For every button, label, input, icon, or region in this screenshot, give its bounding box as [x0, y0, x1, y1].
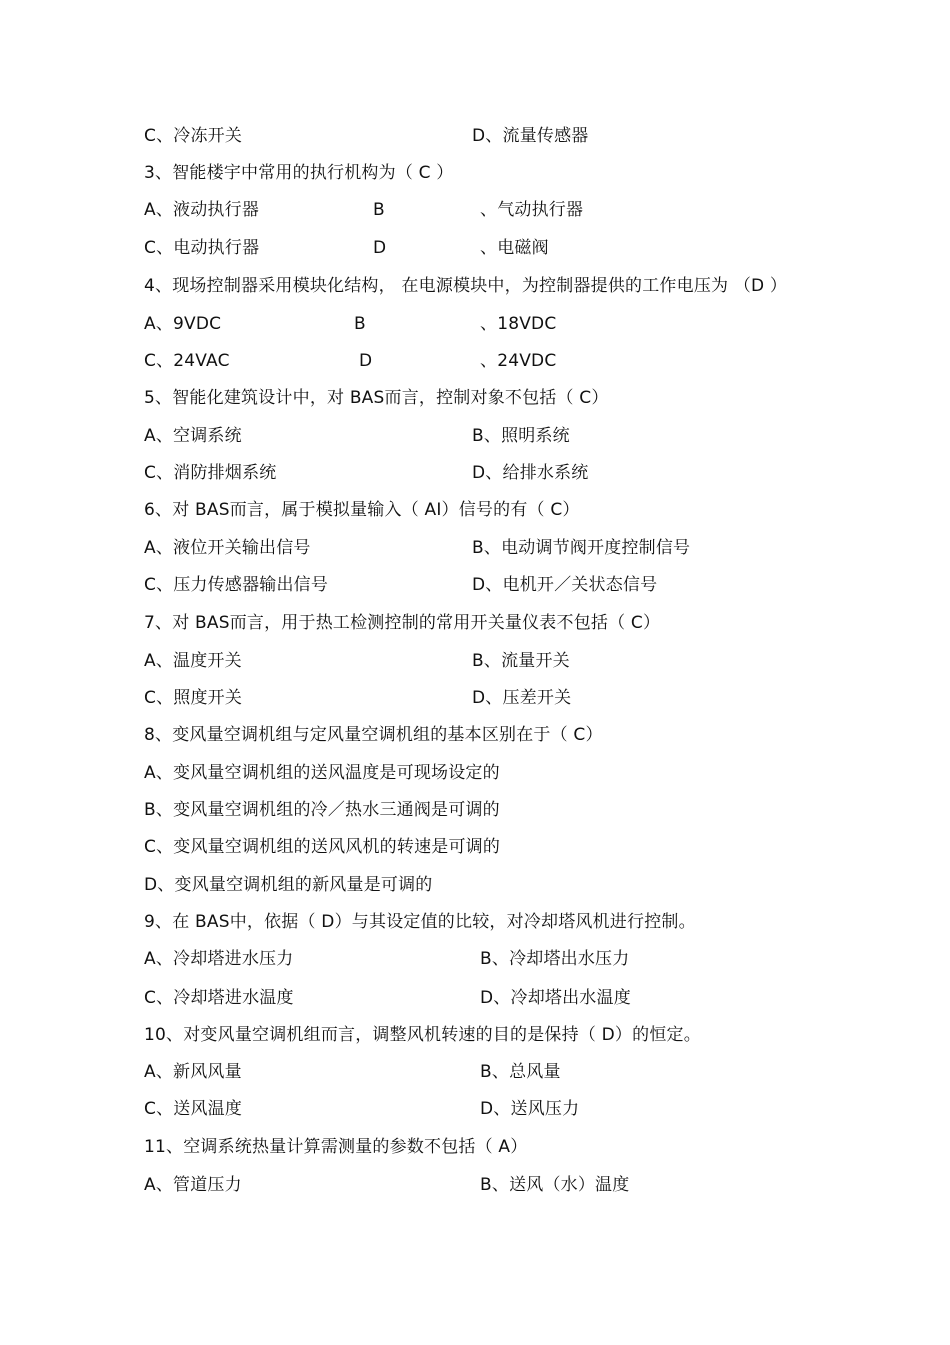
- option-b-text-q3: 、气动执行器: [480, 200, 584, 220]
- option-c-q7: C、照度开关: [144, 688, 243, 708]
- option-a-q7: A、温度开关: [144, 651, 242, 671]
- option-a-q9: A、冷却塔进水压力: [144, 949, 294, 969]
- question-5: 5、智能化建筑设计中，对 BAS而言，控制对象不包括（ C）: [144, 388, 609, 408]
- option-a-q8: A、变风量空调机组的送风温度是可现场设定的: [144, 763, 500, 783]
- question-3: 3、智能楼宇中常用的执行机构为（ C ）: [144, 163, 454, 183]
- option-c-q8: C、变风量空调机组的送风风机的转速是可调的: [144, 837, 501, 857]
- option-c-q4: C、24VAC: [144, 351, 230, 371]
- question-7: 7、对 BAS而言，用于热工检测控制的常用开关量仪表不包括（ C）: [144, 613, 661, 633]
- option-a-q6: A、液位开关输出信号: [144, 538, 311, 558]
- option-d-q10: D、送风压力: [480, 1099, 580, 1119]
- option-b-q5: B、照明系统: [472, 426, 570, 446]
- option-d-q7: D、压差开关: [472, 688, 572, 708]
- option-b-letter-q4: B: [354, 314, 366, 334]
- option-d-q8: D、变风量空调机组的新风量是可调的: [144, 875, 433, 895]
- question-4: 4、现场控制器采用模块化结构， 在电源模块中，为控制器提供的工作电压为 （D ）: [144, 276, 788, 296]
- option-a-q3: A、液动执行器: [144, 200, 260, 220]
- option-b-letter-q3: B: [373, 200, 385, 220]
- option-c-q2: C、冷冻开关: [144, 126, 243, 146]
- option-a-q11: A、管道压力: [144, 1175, 242, 1195]
- option-d-letter-q4: D: [359, 351, 373, 371]
- option-d-q2: D、流量传感器: [472, 126, 589, 146]
- question-11: 11、空调系统热量计算需测量的参数不包括（ A）: [144, 1137, 528, 1157]
- option-c-q10: C、送风温度: [144, 1099, 243, 1119]
- option-d-q6: D、电机开／关状态信号: [472, 575, 658, 595]
- option-c-q9: C、冷却塔进水温度: [144, 988, 294, 1008]
- option-a-q4: A、9VDC: [144, 314, 222, 334]
- option-b-q6: B、电动调节阀开度控制信号: [472, 538, 691, 558]
- option-d-q5: D、给排水系统: [472, 463, 589, 483]
- option-d-q9: D、冷却塔出水温度: [480, 988, 631, 1008]
- option-b-q10: B、总风量: [480, 1062, 561, 1082]
- option-a-q10: A、新风风量: [144, 1062, 242, 1082]
- question-9: 9、在 BAS中，依据（ D）与其设定值的比较，对冷却塔风机进行控制。: [144, 912, 696, 932]
- option-b-q8: B、变风量空调机组的冷／热水三通阀是可调的: [144, 800, 500, 820]
- option-b-q11: B、送风（水）温度: [480, 1175, 630, 1195]
- option-d-letter-q3: D: [373, 238, 387, 258]
- option-d-text-q3: 、电磁阀: [480, 238, 549, 258]
- question-10: 10、对变风量空调机组而言，调整风机转速的目的是保持（ D）的恒定。: [144, 1025, 701, 1045]
- option-b-q9: B、冷却塔出水压力: [480, 949, 630, 969]
- option-c-q6: C、压力传感器输出信号: [144, 575, 329, 595]
- option-c-q5: C、消防排烟系统: [144, 463, 277, 483]
- option-c-q3: C、电动执行器: [144, 238, 260, 258]
- option-b-text-q4: 、18VDC: [480, 314, 557, 334]
- option-d-text-q4: 、24VDC: [480, 351, 557, 371]
- question-8: 8、变风量空调机组与定风量空调机组的基本区别在于（ C）: [144, 725, 603, 745]
- option-a-q5: A、空调系统: [144, 426, 242, 446]
- question-6: 6、对 BAS而言，属于模拟量输入（ AI）信号的有（ C）: [144, 500, 580, 520]
- option-b-q7: B、流量开关: [472, 651, 570, 671]
